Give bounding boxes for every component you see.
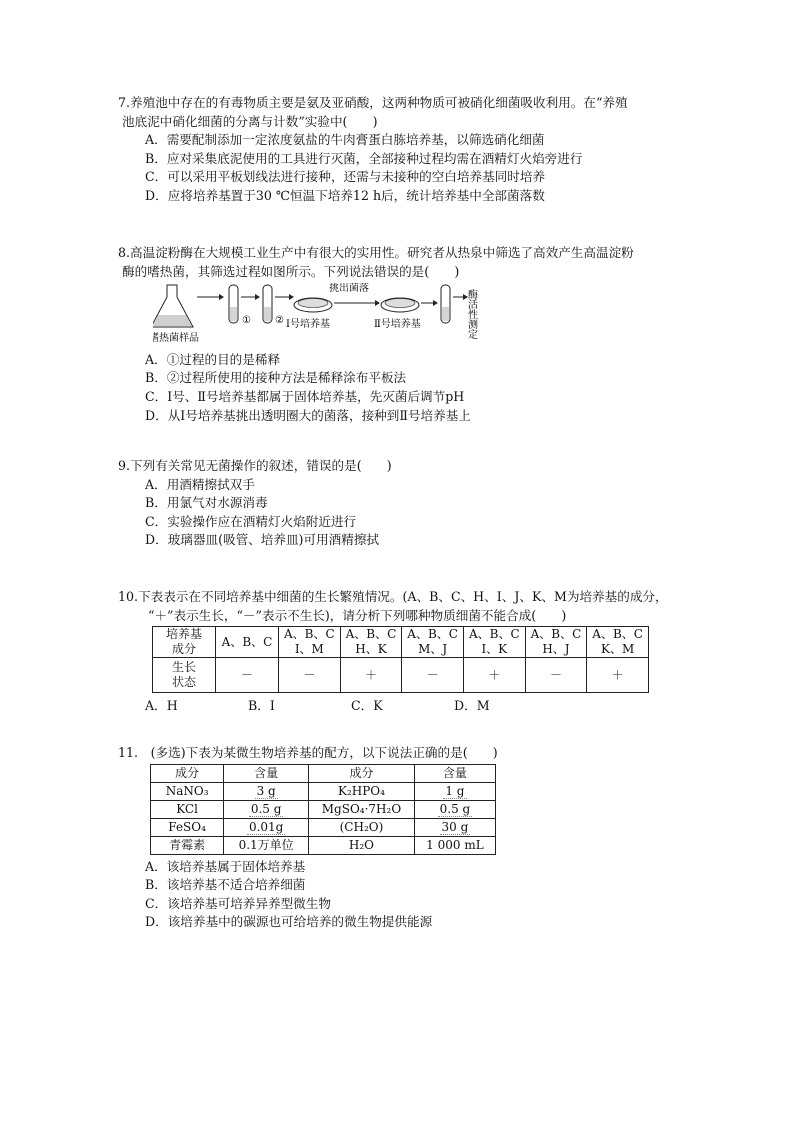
question-7-option-b: B．应对采集底泥使用的工具进行灭菌，全部接种过程均需在酒精灯火焰旁进行 xyxy=(145,150,583,166)
question-8 xyxy=(118,244,708,425)
recipe-amount: 1 g xyxy=(445,784,465,799)
comp-2-a: A、B、C xyxy=(283,627,335,642)
recipe-amount: 0.5 g xyxy=(439,802,471,817)
arrow-3-head xyxy=(289,294,294,300)
composition-cell-1 xyxy=(216,627,279,658)
comp-5-b: I、K xyxy=(481,642,508,657)
question-8-option-d: D．从Ⅰ号培养基挑出透明圈大的菌落，接种到Ⅱ号培养基上 xyxy=(145,407,471,423)
recipe-cell: MgSO₄·7H₂O xyxy=(309,800,415,818)
tube-2-liquid xyxy=(264,307,271,321)
header-line-1: 培养基 xyxy=(165,627,202,642)
question-7-option-d: D．应将培养基置于30 ℃恒温下培养12 h后，统计培养基中全部菌落数 xyxy=(145,187,545,203)
comp-7-b: K、M xyxy=(601,642,635,657)
growth-cell-4: － xyxy=(402,658,464,693)
recipe-cell: FeSO₄ xyxy=(151,818,224,836)
question-11 xyxy=(118,744,708,932)
question-9-option-c: C．实验操作应在酒精灯火焰附近进行 xyxy=(145,513,357,529)
comp-4-a: A、B、C xyxy=(407,627,458,642)
question-7-option-c: C．可以采用平板划线法进行接种，还需与未接种的空白培养基同时培养 xyxy=(145,169,546,185)
question-7-option-a: A．需要配制添加一定浓度氨盐的牛肉膏蛋白胨培养基，以筛选硝化细菌 xyxy=(145,132,545,148)
plate-1-medium xyxy=(298,299,328,308)
recipe-cell xyxy=(414,782,495,800)
question-8-stem xyxy=(118,244,708,281)
question-8-stem-line1: 8.高温淀粉酶在大规模工业生产中有很大的实用性。研究者从热泉中筛选了高效产生高温淀粉 xyxy=(118,245,634,260)
comp-3-a: A、B、C xyxy=(345,627,397,642)
screening-process-diagram xyxy=(153,283,483,345)
plate-2-medium xyxy=(385,299,415,308)
question-10-option-b: B．I xyxy=(248,698,275,714)
question-10 xyxy=(118,588,718,716)
composition-cell-2 xyxy=(279,627,341,658)
recipe-row xyxy=(151,836,496,854)
growth-header-line-1: 生长 xyxy=(171,660,196,675)
question-8-option-b: B．②过程所使用的接种方法是稀释涂布平板法 xyxy=(145,370,407,386)
plate-1-label: Ⅰ号培养基 xyxy=(286,319,330,331)
recipe-cell: H₂O xyxy=(309,836,415,854)
tube-1-liquid xyxy=(230,307,237,321)
recipe-cell xyxy=(224,782,309,800)
sample-label: 嗜热菌样品 xyxy=(153,333,199,345)
growth-table xyxy=(152,626,649,693)
question-9-option-d: D．玻璃器皿(吸管、培养皿)可用酒精擦拭 xyxy=(145,532,380,548)
question-8-option-a: A．①过程的目的是稀释 xyxy=(145,351,281,367)
question-8-stem-line2: 酶的嗜热菌，其筛选过程如图所示。下列说法错误的是( ) xyxy=(122,263,460,279)
recipe-cell: NaNO₃ xyxy=(151,782,224,800)
question-7-stem-line1: 7.养殖池中存在的有毒物质主要是氨及亚硝酸，这两种物质可被硝化细菌吸收利用。在“养殖 xyxy=(118,95,628,110)
recipe-amount: 3 g xyxy=(256,784,276,799)
question-9-option-b: B．用氯气对水源消毒 xyxy=(145,495,268,511)
recipe-cell xyxy=(414,800,495,818)
composition-row xyxy=(153,627,649,658)
recipe-cell: 青霉素 xyxy=(151,836,224,854)
recipe-header-4: 含量 xyxy=(414,764,495,782)
tube-3-liquid xyxy=(442,307,449,321)
medium-recipe-table xyxy=(150,764,496,855)
composition-cell-6 xyxy=(525,627,587,658)
recipe-row xyxy=(151,800,496,818)
question-10-options xyxy=(118,697,718,716)
recipe-amount: 30 g xyxy=(441,820,469,835)
question-8-option-c: C．Ⅰ号、Ⅱ号培养基都属于固体培养基，先灭菌后调节pH xyxy=(145,388,465,404)
question-7-stem-line2: 池底泥中硝化细菌的分离与计数”实验中( ) xyxy=(122,113,378,129)
comp-5-a: A、B、C xyxy=(468,627,520,642)
recipe-amount: 0.5 g xyxy=(250,802,282,817)
growth-cell-3: ＋ xyxy=(340,658,402,693)
growth-header-line-2: 状态 xyxy=(171,675,196,690)
enzyme-assay-label: 酶活性测定 xyxy=(465,289,477,340)
recipe-cell xyxy=(224,818,309,836)
pick-colony-label: 挑出菌落 xyxy=(329,283,369,295)
comp-4-b: M、J xyxy=(418,642,448,657)
plate-2-label: Ⅱ号培养基 xyxy=(374,319,421,331)
question-10-stem-line1: 10.下表表示在不同培养基中细菌的生长繁殖情况。(A、B、C、H、I、J、K、M为培养基的成分， xyxy=(118,589,668,604)
comp-6-b: H、J xyxy=(542,642,570,657)
recipe-cell: 1 000 mL xyxy=(414,836,495,854)
step-1-label: ① xyxy=(242,315,251,327)
recipe-cell xyxy=(224,800,309,818)
composition-cell-3 xyxy=(340,627,402,658)
question-11-stem: 11. (多选)下表为某微生物培养基的配方，以下说法正确的是( ) xyxy=(118,745,498,760)
recipe-header-2: 含量 xyxy=(224,764,309,782)
growth-row xyxy=(153,658,649,693)
question-9-stem: 9.下列有关常见无菌操作的叙述，错误的是( ) xyxy=(118,458,392,473)
growth-cell-1: － xyxy=(216,658,279,693)
arrow-2-head xyxy=(255,294,260,300)
composition-cell-5 xyxy=(463,627,525,658)
recipe-cell: K₂HPO₄ xyxy=(309,782,415,800)
growth-cell-7: ＋ xyxy=(587,658,649,693)
question-10-stem-line2: “＋”表示生长，“－”表示不生长)，请分析下列哪种物质细菌不能合成( ) xyxy=(148,607,567,623)
recipe-cell: 0.1万单位 xyxy=(224,836,309,854)
comp-6-a: A、B、C xyxy=(530,627,582,642)
question-9-option-a: A．用酒精擦拭双手 xyxy=(145,476,255,492)
question-7 xyxy=(118,94,708,206)
recipe-cell: (CH₂O) xyxy=(309,818,415,836)
growth-header-cell xyxy=(153,658,216,693)
question-11-option-b: B．该培养基不适合培养细菌 xyxy=(145,877,306,893)
recipe-row xyxy=(151,818,496,836)
growth-cell-2: － xyxy=(279,658,341,693)
comp-7-a: A、B、C xyxy=(592,627,643,642)
arrow-1-head xyxy=(219,294,224,300)
recipe-row xyxy=(151,782,496,800)
header-line-2: 成分 xyxy=(171,642,196,657)
comp-1-a: A、B、C xyxy=(221,634,273,649)
composition-cell-4 xyxy=(402,627,464,658)
arrow-5-head xyxy=(433,300,438,306)
comp-2-b: I、M xyxy=(294,642,324,657)
growth-cell-5: ＋ xyxy=(463,658,525,693)
recipe-header-row xyxy=(151,764,496,782)
step-2-label: ② xyxy=(275,315,284,327)
arrow-4-head xyxy=(375,300,380,306)
recipe-amount: 0.01g xyxy=(248,820,284,835)
growth-cell-6: － xyxy=(525,658,587,693)
flask-liquid xyxy=(153,315,192,326)
recipe-cell: KCl xyxy=(151,800,224,818)
question-10-option-d: D．M xyxy=(454,698,490,714)
question-9 xyxy=(118,457,708,550)
composition-header-cell xyxy=(153,627,216,658)
recipe-header-1: 成分 xyxy=(151,764,224,782)
question-10-option-a: A．H xyxy=(145,698,178,714)
question-10-stem xyxy=(118,588,718,625)
question-11-option-d: D．该培养基中的碳源也可给培养的微生物提供能源 xyxy=(145,914,433,930)
question-7-stem xyxy=(118,94,708,131)
question-11-option-a: A．该培养基属于固体培养基 xyxy=(145,858,306,874)
composition-cell-7 xyxy=(587,627,649,658)
recipe-cell xyxy=(414,818,495,836)
question-10-option-c: C．K xyxy=(351,698,383,714)
question-11-option-c: C．该培养基可培养异养型微生物 xyxy=(145,895,331,911)
recipe-header-3: 成分 xyxy=(309,764,415,782)
comp-3-b: H、K xyxy=(355,642,387,657)
